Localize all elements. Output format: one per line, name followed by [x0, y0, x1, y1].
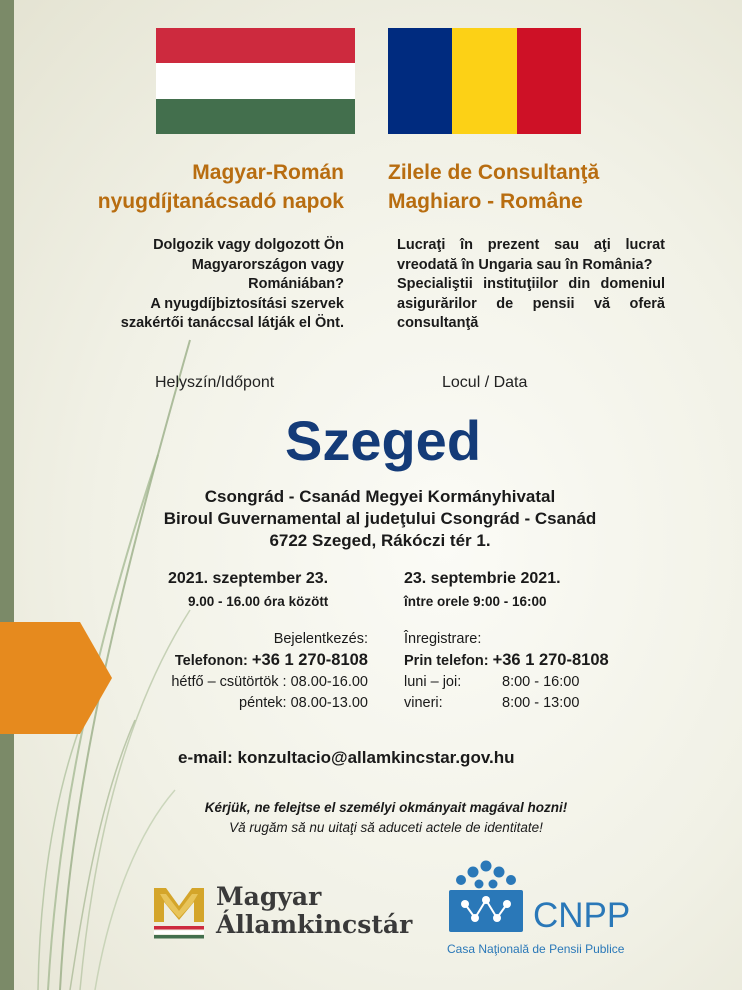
registration-label-ro: Înregistrare:: [404, 631, 482, 647]
email-contact[interactable]: e-mail: konzultacio@allamkincstar.gov.hu: [178, 748, 515, 767]
intro-ro-paragraph: Specialiştii instituţiilor din domeniul asigurărilor de pensii vă oferă consultanţă: [397, 276, 665, 331]
intro-hungarian: [116, 236, 344, 334]
cnpp-acronym: CNPP: [533, 896, 631, 935]
cnpp-emblem-icon: [445, 860, 527, 938]
flag-stripe-white: [156, 63, 355, 98]
phone-label-ro: Prin telefon:: [404, 653, 493, 669]
date-hu: 2021. szeptember 23.: [168, 570, 329, 587]
opening-hours-ro-weekdays: [404, 672, 609, 693]
magyar-allamkincstar-logo: [152, 880, 413, 944]
romanian-flag: [388, 28, 581, 134]
intro-ro-paragraph: Lucraţi în prezent sau aţi lucrat vreodată în Ungaria sau în România?: [397, 237, 665, 273]
phone-line-hu: [171, 650, 368, 672]
registration-label-hu: Bejelentkezés:: [273, 631, 368, 647]
title-hu-line1: Magyar-Román: [192, 161, 344, 184]
opening-hours-ro-friday: [404, 693, 609, 714]
location-label-hu: Helyszín/Időpont: [155, 374, 275, 391]
allamkincstar-emblem-icon: [152, 884, 206, 940]
logo-text-allamkincstar: Államkincstár: [216, 910, 413, 939]
registration-ro: [404, 629, 609, 714]
phone-line-ro: [404, 650, 609, 672]
office-name-hu: Csongrád - Csanád Megyei Kormányhivatal: [204, 487, 556, 506]
intro-romanian: [397, 236, 665, 334]
intro-hu-line: A nyugdíjbiztosítási szervek: [150, 295, 344, 312]
flag-stripe-yellow: [452, 28, 516, 134]
flag-stripe-red: [156, 28, 355, 63]
office-name-ro: Biroul Guvernamental al judeţului Csongrád - Csanád: [163, 509, 597, 528]
reminder-hu: Kérjük, ne felejtse el személyi okmányait magával hozni!: [204, 800, 568, 815]
title-ro-line2: Maghiaro - Române: [388, 190, 583, 213]
intro-hu-line: Dolgozik vagy dolgozott Ön: [153, 237, 344, 253]
flag-stripe-red: [517, 28, 581, 134]
title-ro-line1: Zilele de Consultanţă: [388, 161, 600, 184]
location-label-ro: Locul / Data: [442, 374, 528, 391]
intro-hu-line: Magyarországon vagy: [191, 256, 344, 273]
registration-hu: [171, 629, 368, 714]
phone-number-hu[interactable]: +36 1 270-8108: [251, 651, 368, 669]
reminder-ro: Vă rugăm să nu uitaţi să aduceti actele de identitate!: [229, 820, 543, 835]
title-hungarian: [98, 158, 344, 216]
phone-number-ro[interactable]: +36 1 270-8108: [492, 651, 609, 669]
days-label: luni – joi:: [404, 674, 462, 690]
intro-hu-line: szakértői tanáccsal látják el Önt.: [120, 315, 344, 331]
title-hu-line2: nyugdíjtanácsadó napok: [97, 190, 344, 213]
title-romanian: [388, 158, 599, 216]
hours-value: 8:00 - 13:00: [502, 695, 580, 711]
days-label: vineri:: [404, 695, 443, 711]
flag-stripe-blue: [388, 28, 452, 134]
date-ro: 23. septembrie 2021.: [404, 570, 561, 587]
opening-hours-hu-friday: péntek: 08.00-13.00: [239, 695, 368, 711]
intro-hu-line: Romániában?: [248, 276, 344, 292]
office-block: [0, 486, 742, 552]
hours-ro: între orele 9:00 - 16:00: [404, 594, 547, 609]
hours-hu: 9.00 - 16.00 óra között: [188, 594, 329, 609]
flag-stripe-green: [156, 99, 355, 134]
office-address: 6722 Szeged, Rákóczi tér 1.: [269, 531, 491, 550]
hours-value: 8:00 - 16:00: [502, 674, 580, 690]
hungarian-flag: [156, 28, 355, 134]
orange-arrow-tab: [0, 622, 112, 734]
cnpp-logo: [445, 860, 645, 960]
opening-hours-hu-weekdays: hétfő – csütörtök : 08.00-16.00: [171, 674, 368, 690]
cnpp-full-name: Casa Naţională de Pensii Publice: [447, 942, 625, 956]
logo-text-magyar: Magyar: [216, 882, 322, 911]
city-name: Szeged: [284, 409, 482, 472]
phone-label-hu: Telefonon:: [174, 653, 252, 669]
